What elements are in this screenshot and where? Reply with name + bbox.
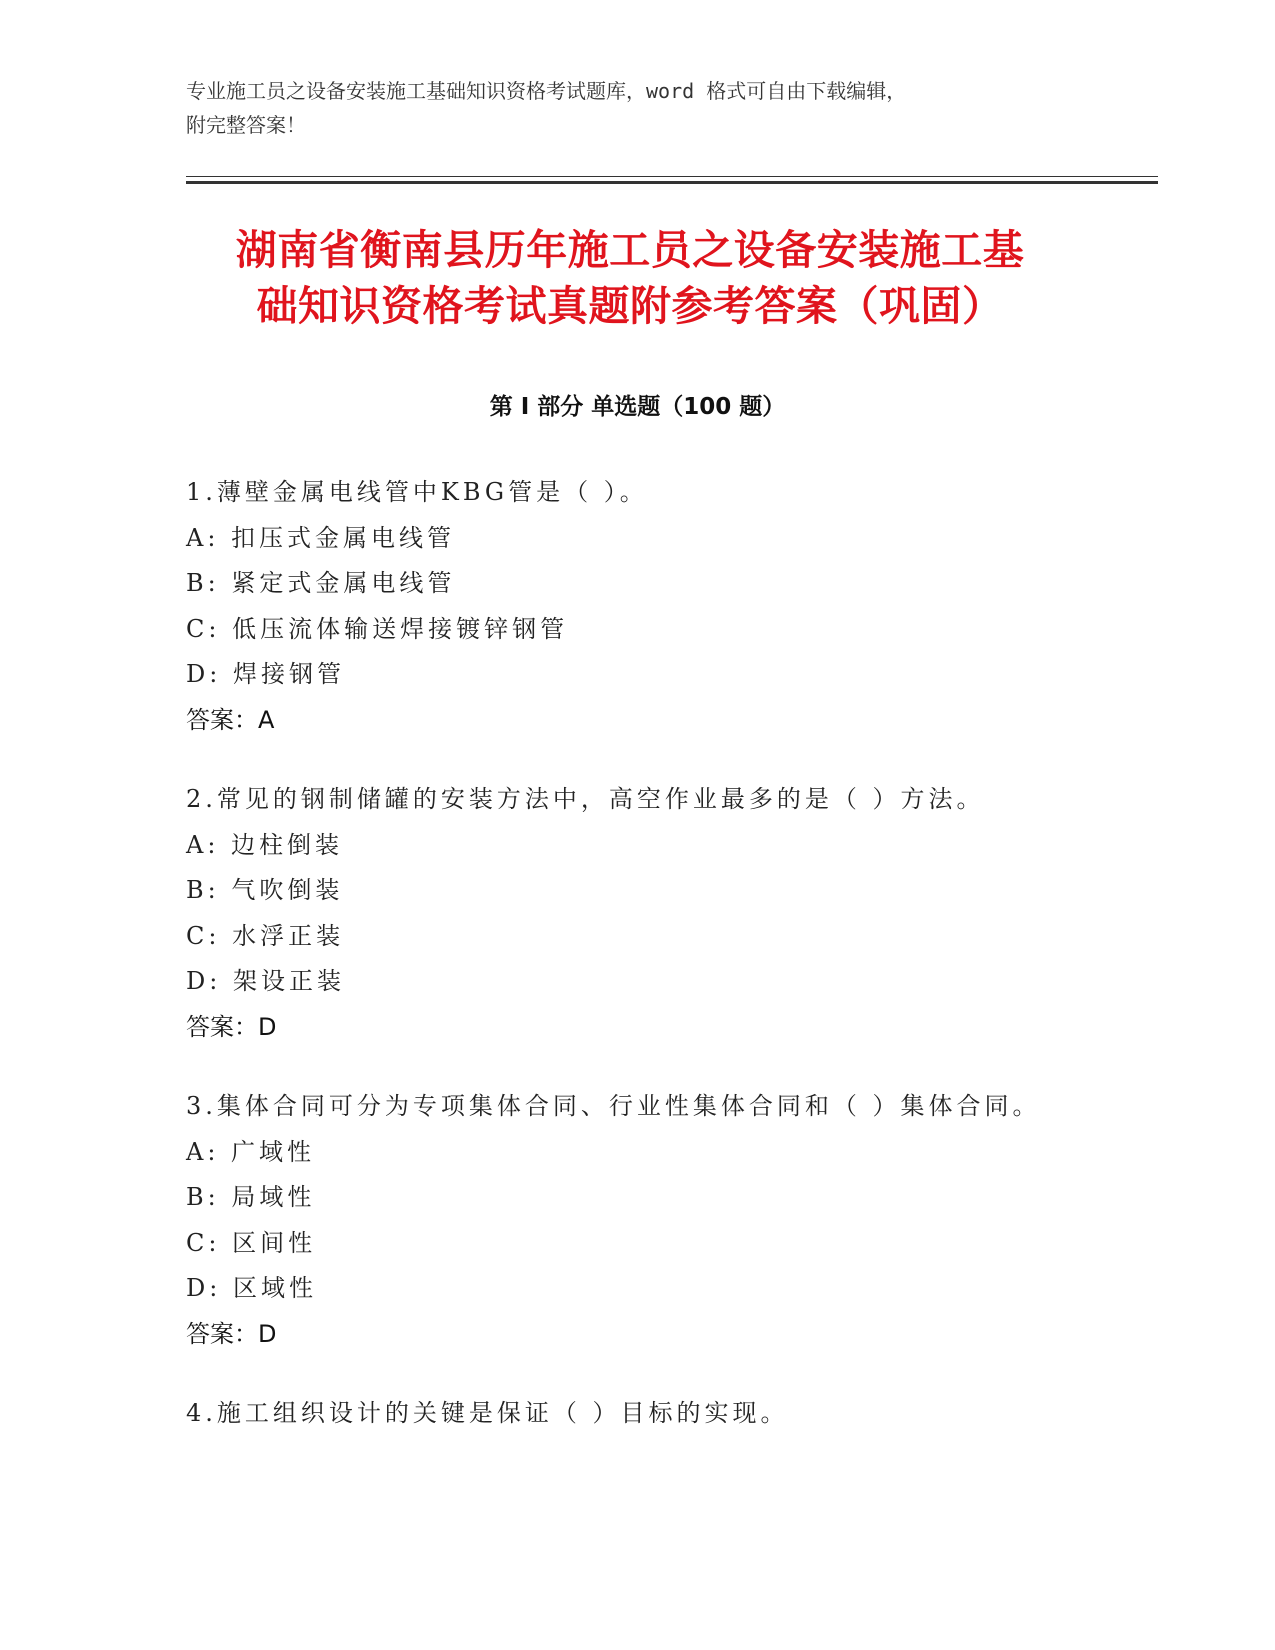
question-item: [186, 470, 1146, 743]
header-note: [186, 74, 1086, 142]
option-b: B: 气吹倒装: [186, 876, 344, 904]
question-stem: 4.施工组织设计的关键是保证（ ）目标的实现。: [186, 1399, 789, 1427]
answer-line: 答案：D: [186, 1319, 277, 1348]
question-stem: 2.常见的钢制储罐的安装方法中，高空作业最多的是（ ）方法。: [186, 785, 985, 813]
option-b: B: 紧定式金属电线管: [186, 569, 456, 597]
header-divider-thin: [186, 176, 1158, 177]
question-item: [186, 777, 1146, 1050]
document-title: [180, 222, 1080, 334]
question-list: [186, 470, 1146, 1471]
option-a: A: 广域性: [186, 1137, 316, 1166]
option-a: A: 边柱倒装: [186, 830, 344, 859]
header-note-line-2: 附完整答案！: [186, 113, 306, 137]
option-c: C: 水浮正装: [186, 921, 345, 950]
answer-line: 答案：D: [186, 1012, 277, 1041]
option-a: A: 扣压式金属电线管: [186, 523, 456, 552]
option-c: C: 低压流体输送焊接镀锌钢管: [186, 614, 569, 643]
document-title-line-1: 湖南省衡南县历年施工员之设备安装施工基: [235, 226, 1025, 274]
section-title: 第 I 部分 单选题（100 题）: [489, 394, 786, 420]
option-d: D: 区域性: [186, 1274, 317, 1302]
question-stem: 1.薄壁金属电线管中KBG管是（ ）。: [186, 478, 648, 506]
option-d: D: 焊接钢管: [186, 660, 345, 688]
document-title-line-2: 础知识资格考试真题附参考答案（巩固）: [256, 282, 1004, 330]
header-note-line-1: 专业施工员之设备安装施工基础知识资格考试题库，word 格式可自由下载编辑，: [186, 79, 907, 103]
option-d: D: 架设正装: [186, 967, 345, 995]
option-c: C: 区间性: [186, 1228, 317, 1257]
question-item: [186, 1391, 1146, 1437]
answer-line: 答案：A: [186, 705, 275, 734]
header-divider-thick: [186, 181, 1158, 184]
question-stem: 3.集体合同可分为专项集体合同、行业性集体合同和（ ）集体合同。: [186, 1092, 1041, 1120]
option-b: B: 局域性: [186, 1183, 316, 1211]
question-item: [186, 1084, 1146, 1357]
